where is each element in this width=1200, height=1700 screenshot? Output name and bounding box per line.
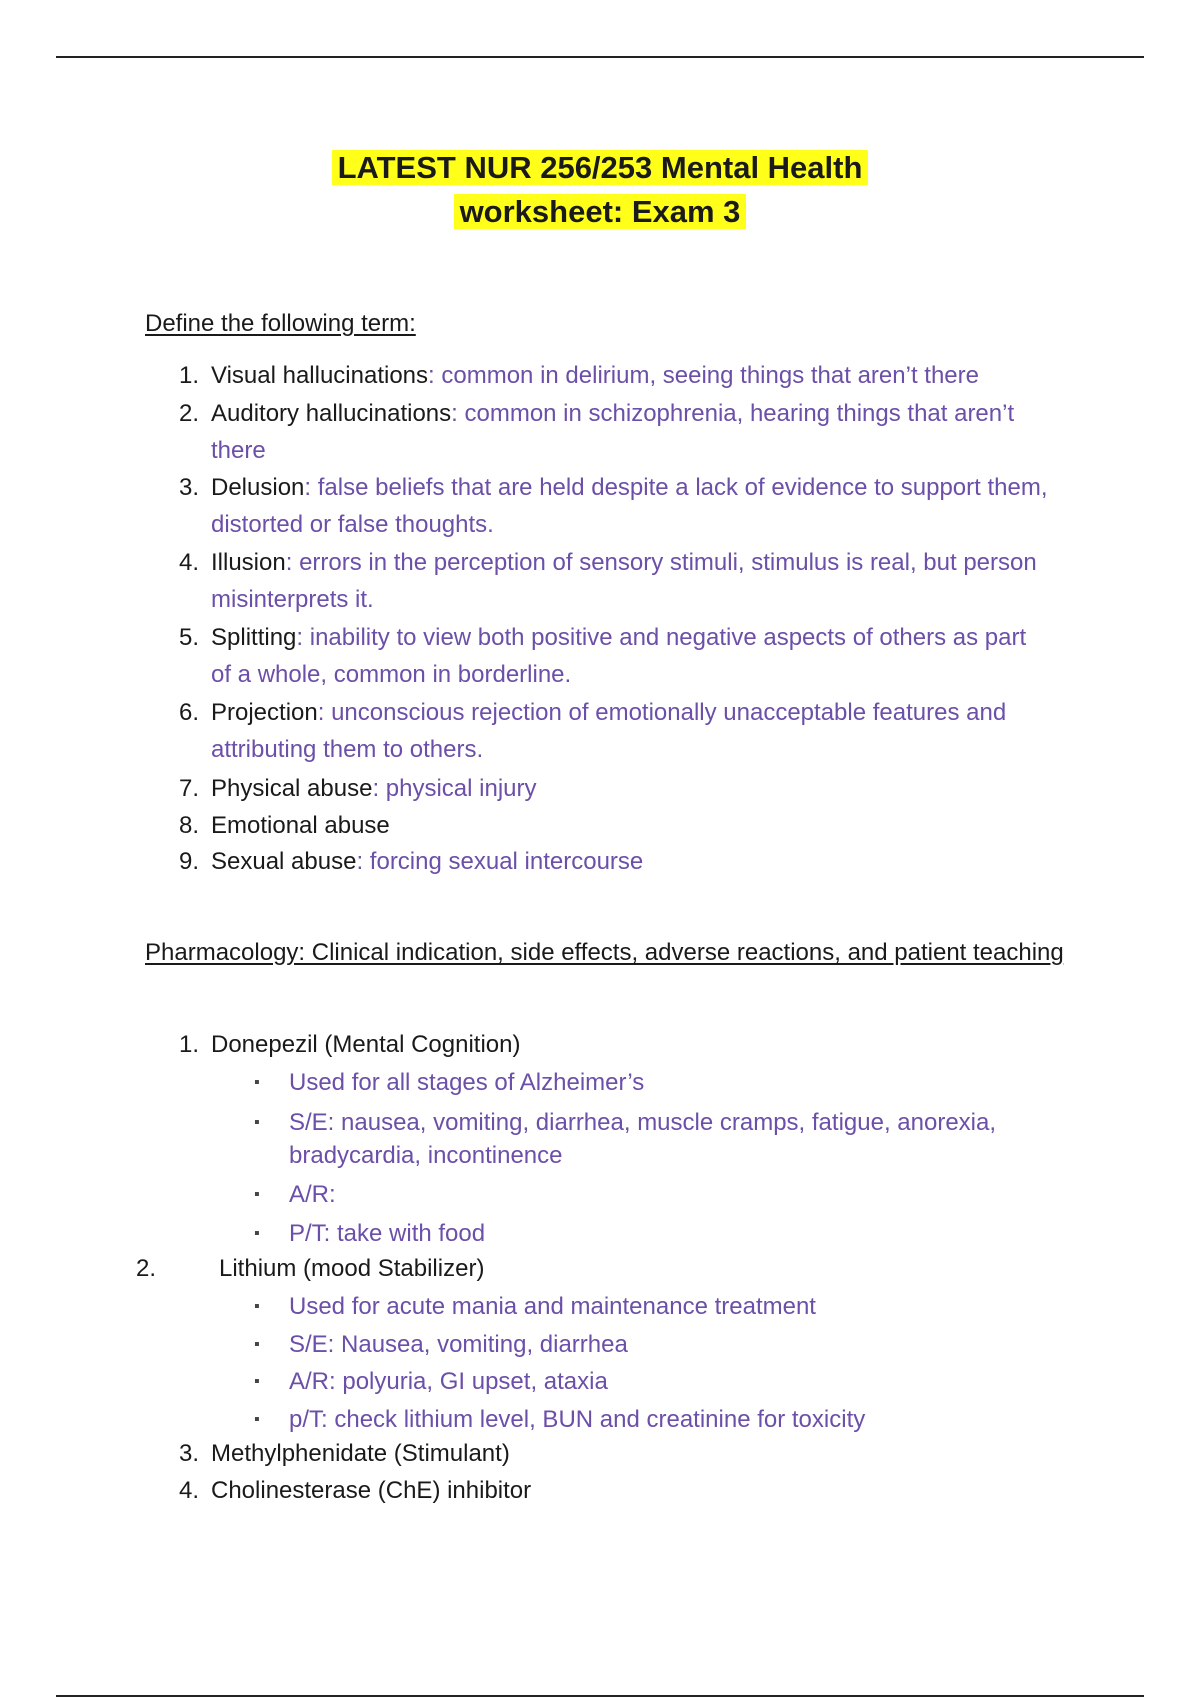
definition-text: inability to view both positive and negative aspects of others as part of a whole, common in borderline. bbox=[211, 624, 1027, 688]
definition-text: common in schizophrenia, hearing things that aren’t there bbox=[211, 400, 1015, 464]
definition-separator: : bbox=[451, 400, 465, 427]
definition-text: errors in the perception of sensory stimuli, stimulus is real, but person misinterprets it. bbox=[211, 549, 1037, 613]
definition-separator: : bbox=[317, 699, 332, 726]
item-number: 1. bbox=[178, 362, 199, 389]
drug-name: Lithium (mood Stabilizer) bbox=[219, 1255, 485, 1282]
bullet-text: S/E: Nausea, vomiting, diarrhea bbox=[289, 1331, 628, 1358]
document-title bbox=[0, 146, 1200, 234]
drug-name: Donepezil (Mental Cognition) bbox=[211, 1031, 521, 1058]
definition-separator: : bbox=[428, 362, 442, 389]
title-line-1: LATEST NUR 256/253 Mental Health bbox=[332, 150, 869, 185]
pharmacology-heading: Pharmacology: Clinical indication, side effects, adverse reactions, and patient teaching bbox=[145, 939, 1064, 966]
definition-text: forcing sexual intercourse bbox=[369, 848, 644, 875]
definition-text: false beliefs that are held despite a lack of evidence to support them, distorted or false thoughts. bbox=[211, 474, 1048, 538]
definition-term: Physical abuse bbox=[211, 775, 373, 802]
definition-term: Delusion bbox=[211, 474, 305, 501]
top-rule bbox=[56, 56, 1144, 58]
bullet-text: p/T: check lithium level, BUN and creatinine for toxicity bbox=[289, 1406, 866, 1433]
item-number: 2. bbox=[136, 1255, 157, 1282]
drug-name: Cholinesterase (ChE) inhibitor bbox=[211, 1477, 532, 1504]
item-number: 9. bbox=[178, 848, 199, 875]
item-number: 8. bbox=[178, 812, 199, 839]
bullet-icon: ▪ bbox=[254, 1336, 260, 1353]
definition-separator: : bbox=[296, 624, 310, 651]
definition-separator: : bbox=[285, 549, 300, 576]
definition-term: Auditory hallucinations bbox=[211, 400, 452, 427]
definition-separator: : bbox=[356, 848, 370, 875]
definition-term: Projection bbox=[211, 699, 318, 726]
bullet-icon: ▪ bbox=[254, 1373, 260, 1390]
definition-text: common in delirium, seeing things that aren’t there bbox=[441, 362, 979, 389]
drug-name: Methylphenidate (Stimulant) bbox=[211, 1440, 510, 1467]
bullet-text: S/E: nausea, vomiting, diarrhea, muscle cramps, fatigue, anorexia, bradycardia, incontinence bbox=[289, 1109, 997, 1169]
item-number: 5. bbox=[178, 624, 199, 651]
item-number: 3. bbox=[178, 474, 199, 501]
item-number: 3. bbox=[178, 1440, 199, 1467]
definitions-heading: Define the following term: bbox=[145, 310, 416, 337]
definition-term: Visual hallucinations bbox=[211, 362, 429, 389]
bullet-icon: ▪ bbox=[254, 1074, 260, 1091]
definition-text: unconscious rejection of emotionally unacceptable features and attributing them to others. bbox=[211, 699, 1007, 763]
definition-text: physical injury bbox=[385, 775, 537, 802]
bullet-icon: ▪ bbox=[254, 1411, 260, 1428]
item-number: 2. bbox=[178, 400, 199, 427]
definition-separator: : bbox=[304, 474, 318, 501]
definition-term: Splitting bbox=[211, 624, 297, 651]
item-number: 1. bbox=[178, 1031, 199, 1058]
bullet-text: A/R: bbox=[289, 1181, 336, 1208]
bottom-rule bbox=[56, 1695, 1144, 1697]
bullet-icon: ▪ bbox=[254, 1225, 260, 1242]
bullet-icon: ▪ bbox=[254, 1298, 260, 1315]
title-line-2: worksheet: Exam 3 bbox=[454, 194, 747, 229]
definition-separator: : bbox=[372, 775, 386, 802]
item-number: 7. bbox=[178, 775, 199, 802]
item-number: 4. bbox=[178, 1477, 199, 1504]
definition-term: Illusion bbox=[211, 549, 286, 576]
bullet-text: P/T: take with food bbox=[289, 1220, 486, 1247]
bullet-text: A/R: polyuria, GI upset, ataxia bbox=[289, 1368, 608, 1395]
bullet-text: Used for all stages of Alzheimer’s bbox=[289, 1069, 645, 1096]
item-number: 6. bbox=[178, 699, 199, 726]
bullet-icon: ▪ bbox=[254, 1114, 260, 1131]
definition-term: Emotional abuse bbox=[211, 812, 390, 839]
definition-term: Sexual abuse bbox=[211, 848, 357, 875]
bullet-icon: ▪ bbox=[254, 1186, 260, 1203]
item-number: 4. bbox=[178, 549, 199, 576]
bullet-text: Used for acute mania and maintenance treatment bbox=[289, 1293, 816, 1320]
